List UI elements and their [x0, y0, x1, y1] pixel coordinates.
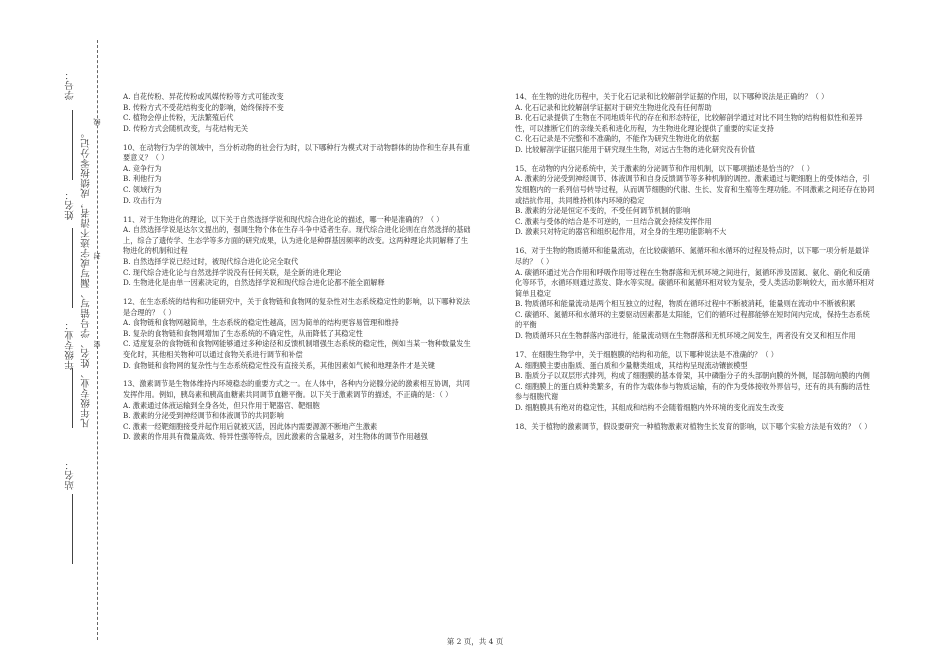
question-stem: 18、关于植物的激素调节，假设要研究一种植物激素对植物生长发育的影响，以下哪个实验方法是有效的？（ ）	[515, 421, 872, 431]
option: C. 碳循环、氮循环和水循环的主要驱动因素都是太阳能，它们的循环过程都能够在短时间内完成，保持生态系统的平衡	[515, 309, 870, 330]
option: D. 食物链和食物网的复杂性与生态系统稳定性没有直接关系，其他因素如气候和地理条件才是关键	[123, 360, 435, 370]
question-13	[123, 379, 471, 443]
question-16	[515, 246, 875, 341]
grade-major-field[interactable]	[72, 368, 73, 428]
option: A. 激素通过体液运输到全身各处，但只作用于靶器官、靶细胞	[123, 400, 320, 410]
question-stem: 11、对于生物进化的理论，以下关于自然选择学说和现代综合进化论的描述，哪一种是准确的？（ ）	[123, 214, 444, 224]
option: D. 比较解剖学证据只能用于研究现生生物，对远古生物的进化研究没有价值	[515, 144, 756, 154]
question-18	[515, 422, 875, 433]
option: B. 自然选择学说已经过时，被现代综合进化论完全取代	[123, 256, 299, 266]
name-label: 姓名：	[65, 190, 76, 220]
option: B. 利他行为	[123, 174, 162, 184]
option: C. 化石记录是不完整和不准确的，不能作为研究生物进化的依据	[515, 134, 719, 144]
seal-char-xian: 线	[93, 118, 101, 126]
option: B. 激素的分泌受到神经调节和体液调节的共同影响	[123, 411, 284, 421]
question-stem: 12、在生态系统的结构和功能研究中，关于食物链和食物网的复杂性对生态系统稳定性的影响，以下哪种说法是合理的？（ ）	[123, 296, 470, 317]
option: A. 细胞膜主要由脂质、蛋白质和少量糖类组成，其结构呈现流动镶嵌模型	[515, 360, 748, 370]
question-stem: 16、对于生物的物质循环和能量流动，在比较碳循环、氮循环和水循环的过程及特点时，以下哪一项分析是最详尽的？（ ）	[515, 246, 870, 266]
name-field[interactable]	[72, 228, 73, 308]
option: C. 激素与受体的结合是不可逆的，一旦结合就会持续发挥作用	[515, 216, 712, 226]
question-17	[515, 350, 875, 414]
student-id-label: 学号：	[65, 70, 76, 100]
option: A. 自然选择学说是达尔文提出的，强调生物个体在生存斗争中适者生存。现代综合进化论则在自然选择的基础上，综合了遗传学、生态学等多方面的研究成果，认为进化是种群基因频率的改变。这两种理论共同解释了生物进化的机制和过程	[123, 225, 471, 256]
option: D. 细胞膜具有绝对的稳定性，其组成和结构不会随着细胞内外环境的变化而发生改变	[515, 402, 784, 412]
seal-char-feng: 封	[93, 252, 101, 260]
question-stem: 14、在生物的进化历程中，关于化石记录和比较解剖学证据的作用，以下哪种说法是正确的？（ ）	[515, 92, 829, 101]
option: D. 攻击行为	[123, 195, 162, 205]
binding-margin	[0, 0, 108, 672]
right-question-column	[515, 92, 875, 441]
question-10	[123, 143, 471, 207]
notice-text: 凡年级专业、姓名、学号错写、漏写或字迹不清者，成绩按零分记。	[81, 128, 92, 428]
option: A. 竞争行为	[123, 163, 162, 173]
option: C. 激素一经靶细胞接受并起作用后就被灭活，因此体内需要源源不断地产生激素	[123, 421, 378, 431]
left-question-column	[123, 92, 471, 451]
option: D. 物质循环只在生物群落内部进行，能量流动则在生物群落和无机环境之间发生，两者没有交叉和相互作用	[515, 331, 856, 341]
question-stem: 13、激素调节是生物体维持内环境稳态的重要方式之一。在人体中，各种内分泌腺分泌的激素相互协调，共同发挥作用。例如，胰岛素和胰高血糖素共同调节血糖平衡。以下关于激素调节的描述，不正确的是：（ ）	[123, 379, 470, 400]
option: D. 激素的作用具有微量高效、特异性强等特点，因此激素的含量越多，对生物体的调节作用越强	[123, 432, 428, 442]
station-field[interactable]	[72, 494, 73, 564]
question-12	[123, 297, 471, 371]
option: B. 传粉方式不受花结构变化的影响，始终保持不变	[123, 102, 284, 112]
option: D. 生物进化是由单一因素决定的，自然选择学说和现代综合进化论都不能全面解释	[123, 278, 385, 288]
option: D. 传粉方式会随机改变，与花结构无关	[123, 123, 249, 133]
option: A. 食物链和食物网越简单，生态系统的稳定性越高，因为简单的结构更容易管理和维持	[123, 318, 399, 328]
grade-major-label: 年级专业：	[65, 320, 76, 370]
option: C. 现代综合进化论与自然选择学说没有任何关联，是全新的进化理论	[123, 267, 342, 277]
option: C. 领域行为	[123, 185, 162, 195]
option: B. 化石记录提供了生物在不同地质年代的存在和形态特征，比较解剖学通过对比不同生物的结构相似性和差异性，可以推断它们的亲缘关系和进化历程，为生物进化理论提供了重要的实证支持	[515, 113, 863, 133]
option: D. 激素只对特定的器官和组织起作用，对全身的生理功能影响不大	[515, 227, 727, 237]
option: A. 自花传粉、异花传粉或风媒传粉等方式可能改变	[123, 92, 284, 101]
option: B. 复杂的食物链和食物网增加了生态系统的不确定性，从而降低了其稳定性	[123, 328, 363, 338]
question-14	[515, 92, 875, 156]
seal-char-mi: 密	[93, 340, 101, 348]
page-number: 第 2 页，共 4 页	[446, 637, 504, 646]
option: B. 激素的分泌是恒定不变的，不受任何调节机制的影响	[515, 206, 691, 216]
question-11	[123, 215, 471, 289]
option: C. 植物会停止传粉，无法繁殖后代	[123, 113, 234, 123]
student-id-field[interactable]	[72, 110, 73, 180]
question-stem: 10、在动物行为学的领域中，当分析动物的社会行为时，以下哪种行为模式对于动物群体的协作和生存具有重要意义？（ ）	[123, 142, 470, 163]
question-stem: 17、在细胞生物学中，关于细胞膜的结构和功能，以下哪种说法是不准确的？（ ）	[515, 349, 778, 359]
station-label: 站名：	[65, 460, 76, 490]
question-stem: 15、在动物的内分泌系统中，关于激素的分泌调节和作用机制，以下哪项描述是恰当的？（ ）	[515, 163, 814, 173]
option: A. 激素的分泌受到神经调节、体液调节和自身反馈调节等多种机制的调控。激素通过与靶细胞上的受体结合，引发细胞内的一系列信号转导过程，从而调节细胞的代谢、生长、发育和生殖等生理功能。不同激素之间还存在协同或拮抗作用，共同维持机体内环境的稳定	[515, 174, 875, 205]
option: A. 化石记录和比较解剖学证据对于研究生物进化没有任何帮助	[515, 102, 712, 112]
option: C. 适度复杂的食物链和食物网能够通过多种途径和反馈机制增强生态系统的稳定性，例如当某一物种数量发生变化时，其他相关物种可以通过食物关系进行调节和补偿	[123, 339, 471, 359]
option: B. 脂质分子以双层形式排列，构成了细胞膜的基本骨架，其中磷脂分子的头部朝向膜的外侧，尾部朝向膜的内侧	[515, 371, 870, 381]
option: A. 碳循环通过光合作用和呼吸作用等过程在生物群落和无机环境之间进行，氮循环涉及固氮、氨化、硝化和反硝化等环节，水循环则通过蒸发、降水等实现。碳循环和氮循环相对较为复杂，受人类活动影响较大，而水循环相对简单且稳定	[515, 267, 875, 298]
option: C. 细胞膜上的蛋白质种类繁多，有的作为载体参与物质运输，有的作为受体接收外界信号，还有的具有酶的活性参与细胞代谢	[515, 381, 870, 402]
option: B. 物质循环和能量流动是两个相互独立的过程，物质在循环过程中不断被消耗，能量则在流动中不断被积累	[515, 299, 856, 309]
question-15	[515, 164, 875, 238]
question-9-tail	[123, 92, 471, 134]
